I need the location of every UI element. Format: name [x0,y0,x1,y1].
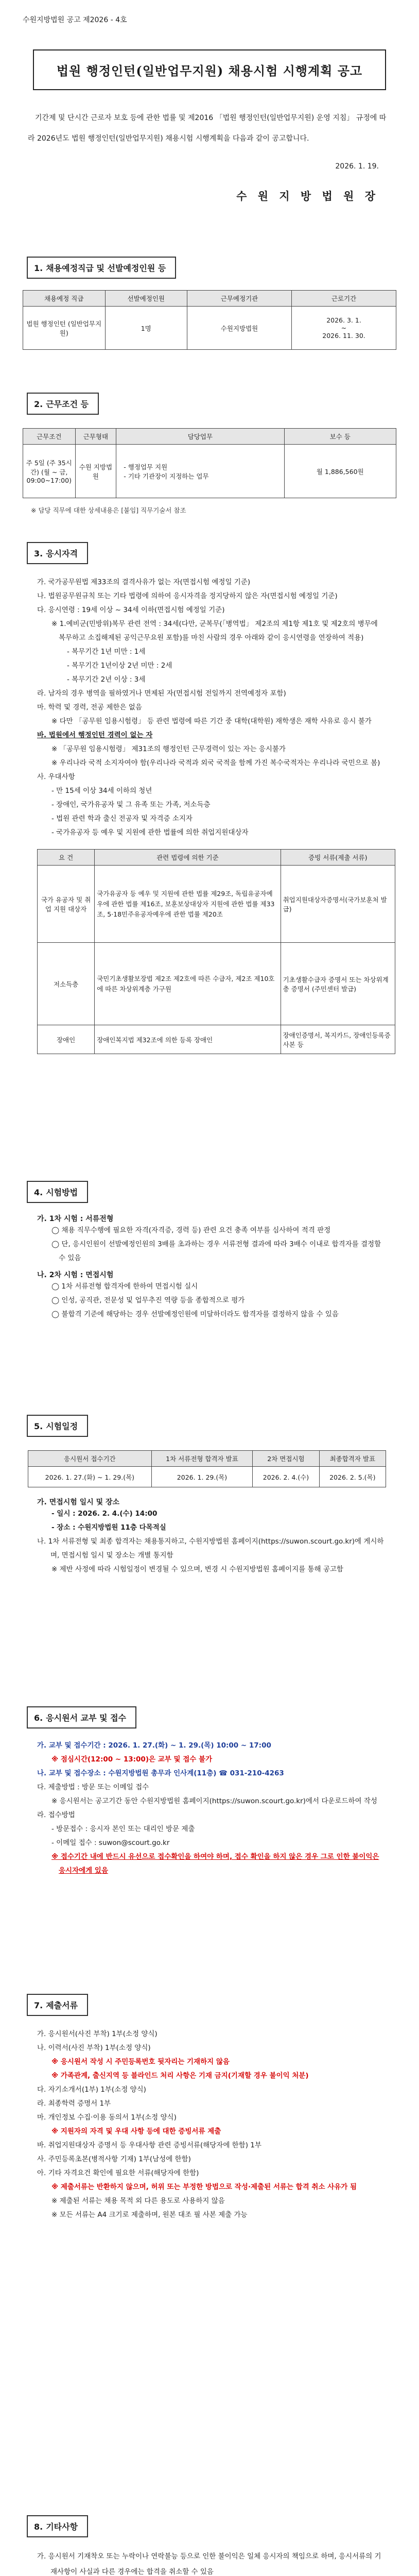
section-heading: 8. 기타사항 [27,2515,88,2537]
table-row [23,307,396,350]
period-start: 2026. 3. 1. [326,316,361,324]
table-cell: 2026. 1. 29.(목) [151,1467,253,1487]
list-item: - 이메일 접수 : suwon@scourt.go.kr [51,1839,170,1847]
notice-date: 2026. 1. 19. [335,162,379,171]
table-header: 2차 면접시험 [253,1451,319,1467]
list-item: - 장애인, 국가유공자 및 그 유족 또는 가족, 저소득층 [51,801,211,809]
list-item: - 일시 : 2026. 2. 4.(수) 14:00 [51,1510,158,1518]
type-cell: 수원 지방법원 [75,445,116,498]
section-heading: 1. 채용예정직급 및 선발예정인원 등 [27,257,176,279]
table-header: 근무형태 [75,429,116,445]
intro-paragraph: 기간제 및 단시간 근로자 보호 등에 관한 법률 및 제2016 「법원 행정인턴(일반업무지원) 운영 지침」 규정에 따라 2026년도 법원 행정인턴(일반업무지원) 채용시험 시행계획을 다음과 같이 공고합니다. [28,114,387,143]
table-row [28,1467,386,1487]
table-header: 최종합격자 발표 [319,1451,386,1467]
list-item: 가. 국가공무원법 제33조의 결격사유가 없는 자(면접시험 예정일 기준) [37,578,251,586]
list-item: 가. 면접시험 일시 및 장소 [37,1498,120,1506]
section-2 [23,393,396,515]
list-item: ※ 제반 사정에 따라 시험일정이 변경될 수 있으며, 변경 시 수원지방법원 홈페이지를 통해 공고함 [51,1565,343,1573]
list-item: 가. 응시원서 기재착오 또는 누락이나 연락불능 등으로 인한 불이익은 일체 응시자의 책임으로 하며, 응시서류의 기재사항이 사실과 다른 경우에는 합격을 취소할 수 있음 [37,2552,381,2576]
list-item: ※ 응시원서는 공고기간 동안 수원지방법원 홈페이지(https://suwon.scourt.go.kr)에서 다운로드하여 작성 [51,1797,377,1805]
list-item: ※ 우리나라 국적 소지자여야 함(우리나라 국적과 외국 국적을 함께 가진 복수국적자는 우리나라 국민으로 봄) [51,759,380,767]
table-header: 선발예정인원 [105,291,187,307]
list-item: 바. 법원에서 행정인턴 경력이 없는 자 [37,731,153,739]
schedule-table [28,1450,386,1487]
list-item: ※ 제출서류는 반환하지 않으며, 허위 또는 부정한 방법으로 작성·제출된 서류는 합격 취소 사유가 됨 [51,2183,357,2191]
list-item: ※ 응시원서 작성 시 주민등록번호 뒷자리는 기재하지 않음 [51,2058,230,2066]
list-item: ◯ 1차 서류전형 합격자에 한하여 면접시험 실시 [51,1282,198,1291]
period-separator: ~ [341,324,347,332]
list-item: ◯ 인성, 공직관, 전문성 및 업무추진 역량 등을 종합적으로 평가 [51,1296,245,1304]
list-item: ※ 지원자의 자격 및 우대 사항 등에 대한 증빙서류 제출 [51,2127,221,2136]
list-item: 나. 1차 서류전형 및 최종 합격자는 채용통지하고, 수원지방법원 홈페이지(https://suwon.scourt.go.kr)에 게시하며, 면접시험 일시 및 장소는 개별 통지함 [37,1537,384,1560]
list-item: ※ 다만 「공무원 임용시험령」 등 관련 법령에 따른 기간 중 대학(대학원) 재학생은 재학 사유로 응시 불가 [51,717,372,725]
list-item: 다. 자기소개서(1부) 1부(소정 양식) [37,2086,146,2094]
list-item: 다. 제출방법 : 방문 또는 이메일 접수 [37,1783,149,1791]
list-item: 아. 기타 자격요건 확인에 필요한 서류(해당자에 한함) [37,2169,199,2177]
section-heading: 3. 응시자격 [27,542,88,564]
section-7 [23,1994,396,2222]
period-cell [292,307,396,350]
duty-note: ※ 담당 직무에 대한 상세내용은 [붙임] 직무기술서 참조 [31,506,186,514]
table-row [38,1025,395,1054]
table-cell: 2026. 2. 5.(목) [319,1467,386,1487]
list-item: ※ 가족관계, 출신지역 등 블라인드 처리 사항은 기재 금지(기재할 경우 불이익 처분) [51,2072,309,2080]
table-header: 담당업무 [116,429,284,445]
table-header: 응시원서 접수기간 [28,1451,152,1467]
notice-number: 수원지방법원 공고 제2026 - 4호 [23,16,127,24]
doc-cell: 장애인증명서, 복지카드, 장애인등록증 사본 등 [281,1025,395,1054]
list-item: ※ 「공무원 임용시험령」 제31조의 행정인턴 근무경력이 있는 자는 응시불가 [51,745,286,753]
table-header: 요 건 [38,850,95,866]
doc-cell: 기초생활수급자 증명서 또는 차상위계층 증명서 (주민센터 발급) [281,943,395,1025]
list-item: 가. 응시원서(사진 부착) 1부(소정 양식) [37,2030,158,2038]
grade-cell: 법원 행정인턴 (일반업무지원) [23,307,106,350]
preference-table [37,849,395,1054]
section-heading: 5. 시험일정 [27,1415,88,1437]
table-row [38,866,395,943]
section-heading: 4. 시험방법 [27,1181,88,1203]
list-item: 라. 최종학력 증명서 1부 [37,2099,111,2108]
list-item: - 국가유공자 등 예우 및 지원에 관한 법률에 의한 취업지원대상자 [51,828,249,837]
req-cell: 장애인 [38,1025,95,1054]
table-cell: 2026. 2. 4.(수) [253,1467,319,1487]
work-condition-table [23,428,396,498]
list-item: ※ 모든 서류는 A4 크기로 제출하며, 원본 대조 필 사본 제출 가능 [51,2211,248,2219]
section-heading: 6. 응시원서 교부 및 접수 [27,1706,136,1728]
list-item: - 복무기간 1년 미만 : 1세 [67,648,146,656]
list-item: - 방문접수 : 응시자 본인 또는 대리인 방문 제출 [51,1825,195,1833]
law-cell: 국민기초생활보장법 제2조 제2호에 따른 수급자, 제2조 제10호에 따른 차상위계층 가구원 [95,943,281,1025]
list-item: 나. 법원공무원규칙 또는 기타 법령에 의하여 응시자격을 정지당하지 않은 자(면접시험 예정일 기준) [37,592,338,600]
table-header-row [23,291,396,307]
list-item: 나. 이력서(사진 부착) 1부(소정 양식) [37,2044,151,2052]
law-cell: 국가유공자 등 예우 및 지원에 관한 법률 제29조, 독립유공자예우에 관한 법률 제16조, 보훈보상대상자 지원에 관한 법률 제33조, 5·18민주유공자예우에 관한 법률 제20조 [95,866,281,943]
table-header: 증빙 서류(제출 서류) [281,850,395,866]
list-item: 다. 응시연령 : 19세 이상 ~ 34세 이하(면접시험 예정일 기준) [37,606,225,614]
table-header: 1차 서류전형 합격자 발표 [151,1451,253,1467]
list-item: - 만 15세 이상 34세 이하의 청년 [51,787,152,795]
section-5 [23,1415,396,1577]
list-item: 라. 접수방법 [37,1811,75,1819]
list-item: ※ 제출된 서류는 채용 목적 외 다른 용도로 사용하지 않음 [51,2197,225,2205]
list-item: ◯ 채용 직무수행에 필요한 자격(자격증, 경력 등) 관련 요건 충족 여부를 심사하여 적격 판정 [51,1226,331,1234]
count-cell: 1명 [105,307,187,350]
table-row [38,943,395,1025]
list-item: 라. 남자의 경우 병역을 필하였거나 면제된 자(면접시험 전일까지 전역예정자 포함) [37,689,286,698]
list-item: ※ 1.예비군(민방위)복무 관련 전역 : 34세(다만, 군복무(「병역법」 제2조의 제1항 제1호 및 제2호의 병무에 복무하고 소집해제된 공익근무요원 포함)를 마친 사람의 경우 아래와 같이 응시연령을 연장하여 적용) [51,620,378,642]
table-row [23,445,396,498]
table-header: 채용예정 직급 [23,291,106,307]
table-header: 관련 법령에 의한 기준 [95,850,281,866]
period-end: 2026. 11. 30. [322,332,365,340]
duty-item: - 행정업무 지원 [124,463,168,471]
list-item: 사. 주민등록초본(병적사항 기재) 1부(남성에 한함) [37,2155,191,2163]
condition-cell: 주 5일 (주 35시간) (월 ~ 금, 09:00~17:00) [23,445,76,498]
issuing-organization: 수 원 지 방 법 원 장 [236,190,379,202]
table-header-row [38,850,395,866]
section-heading: 2. 근무조건 등 [27,393,99,415]
section-6 [23,1706,396,1878]
list-item: 가. 1차 시험 : 서류전형 [37,1215,114,1223]
list-item: 마. 개인정보 수집·이용 동의서 1부(소정 양식) [37,2113,177,2122]
list-item: - 복무기간 2년 이상 : 3세 [67,675,146,684]
section-1 [23,257,396,350]
duty-item: - 기타 기관장이 지정하는 업무 [124,472,209,480]
list-item: 바. 취업지원대상자 증명서 등 우대사항 관련 증빙서류(해당자에 한함) 1부 [37,2141,261,2149]
list-item: 마. 학력 및 경력, 전공 제한은 없음 [37,703,142,711]
place-cell: 수원지방법원 [187,307,292,350]
list-item: ◯ 불합격 기준에 해당하는 경우 선발예정인원에 미달하더라도 합격자를 결정하지 않을 수 있음 [51,1310,339,1318]
law-cell: 장애인복지법 제32조에 의한 등록 장애인 [95,1025,281,1054]
doc-cell: 취업지원대상자증명서(국가보훈처 발급) [281,866,395,943]
list-item: 사. 우대사항 [37,773,75,781]
list-item: 나. 2차 시험 : 면접시험 [37,1271,114,1279]
section-3 [23,542,396,1054]
table-cell: 2026. 1. 27.(화) ~ 1. 29.(목) [28,1467,152,1487]
section-8 [23,2515,396,2576]
duty-cell [116,445,284,498]
req-cell: 국가 유공자 및 취업 지원 대상자 [38,866,95,943]
section-heading: 7. 제출서류 [27,1994,88,2016]
list-item: - 복무기간 1년이상 2년 미만 : 2세 [67,662,172,670]
req-cell: 저소득층 [38,943,95,1025]
notice-title: 법원 행정인턴(일반업무지원) 채용시험 시행계획 공고 [33,49,386,90]
pay-cell: 월 1,886,560원 [284,445,396,498]
table-header: 보수 등 [284,429,396,445]
list-item: - 장소 : 수원지방법원 11층 다목적실 [51,1523,166,1532]
list-item: 가. 교부 및 접수기간 : 2026. 1. 27.(화) ~ 1. 29.(목) 10:00 ~ 17:00 [37,1741,271,1750]
section-4 [23,1181,396,1321]
list-item: - 법원 관련 학과 출신 전공자 및 자격증 소지자 [51,815,193,823]
list-item: ※ 접수기간 내에 반드시 유선으로 접수확인을 하여야 하며, 접수 확인을 하지 않은 경우 그로 인한 불이익은 응시자에게 있음 [51,1853,379,1875]
table-header: 근무예정기관 [187,291,292,307]
list-item: ◯ 단, 응시인원이 선발예정인원의 3배를 초과하는 경우 서류전형 결과에 따라 3배수 이내로 합격자를 결정할 수 있음 [51,1240,381,1262]
recruit-table [23,290,396,350]
table-header-row [23,429,396,445]
list-item: ※ 점심시간(12:00 ~ 13:00)은 교부 및 접수 불가 [51,1755,213,1764]
table-header: 근무조건 [23,429,76,445]
table-header-row [28,1451,386,1467]
list-item: 나. 교부 및 접수장소 : 수원지방법원 총무과 인사계(11층) ☎ 031-210-4263 [37,1769,284,1777]
table-header: 근로기간 [292,291,396,307]
